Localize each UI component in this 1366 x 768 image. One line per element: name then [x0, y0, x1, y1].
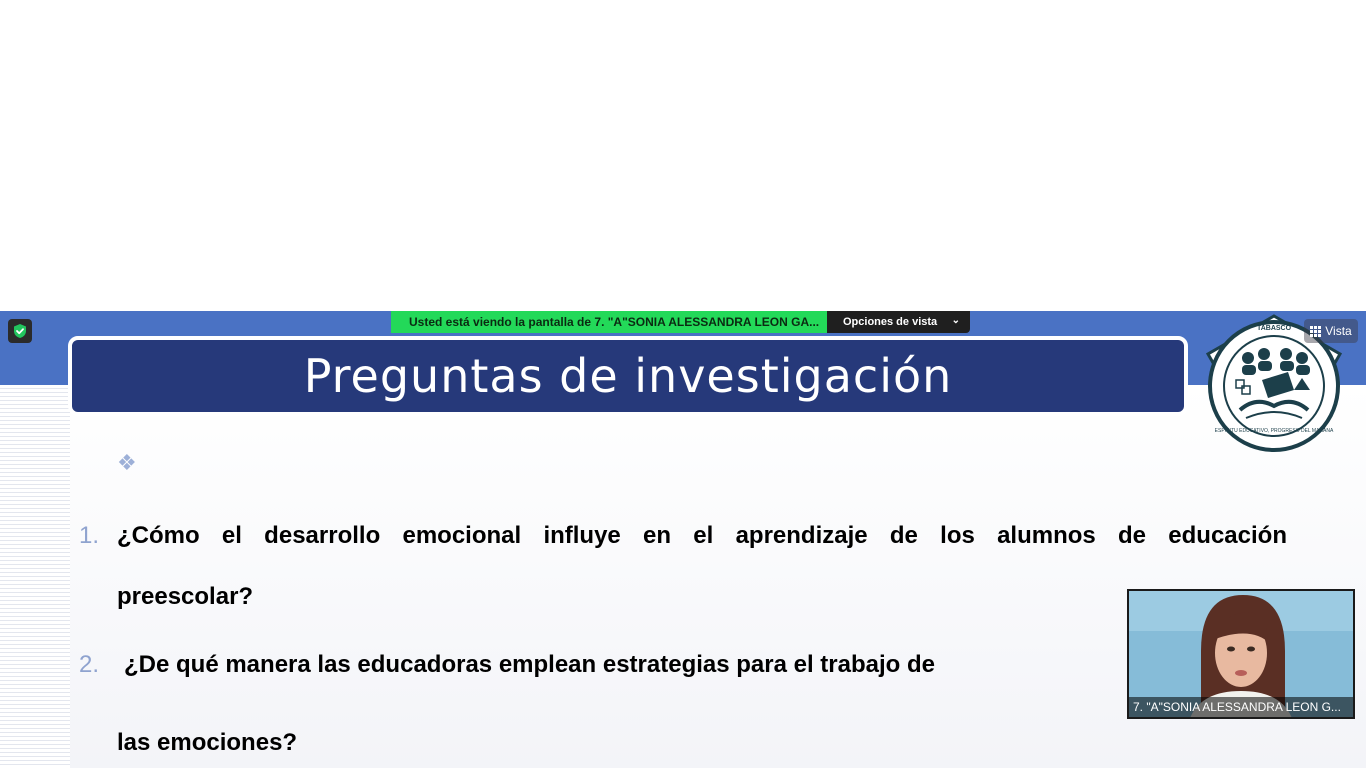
view-options-label: Opciones de vista	[843, 316, 938, 328]
grid-icon	[1310, 326, 1321, 337]
question-2-number: 2.	[79, 651, 100, 678]
screen-sharing-banner	[391, 311, 827, 333]
slide-title: Preguntas de investigación	[303, 349, 953, 403]
view-button-label: Vista	[1325, 324, 1352, 338]
participant-name-label: 7. "A"SONIA ALESSANDRA LEON G...	[1129, 697, 1353, 717]
question-1-number: 1.	[79, 522, 100, 549]
question-1-line-1: ¿Cómo el desarrollo emocional influye en el aprendizaje de los alumnos de educación	[117, 522, 1287, 549]
view-options-button[interactable]	[827, 311, 970, 333]
slide-title-box	[68, 336, 1188, 416]
shield-check-icon	[12, 323, 28, 339]
logo-bottom-text: ESPÍRITU EDUCATIVO, PROGRESO DEL MAÑANA	[1214, 428, 1334, 434]
question-2-line-2: las emociones?	[117, 729, 298, 756]
question-1-line-2: preescolar?	[117, 583, 254, 610]
logo-top-text: TABASCO	[1256, 325, 1292, 332]
diamond-bullet-icon: ❖	[117, 450, 137, 475]
participant-video-tile[interactable]	[1127, 589, 1355, 719]
chevron-down-icon: ⌄	[951, 315, 960, 326]
sharing-status-text: Usted está viendo la pantalla de 7. "A"SONIA ALESSANDRA LEON GA...	[409, 315, 820, 329]
security-shield-button[interactable]	[8, 319, 32, 343]
question-2-line-1: ¿De qué manera las educadoras emplean estrategias para el trabajo de	[124, 651, 935, 678]
slide-left-stripes	[0, 385, 70, 768]
view-button[interactable]	[1304, 319, 1358, 343]
